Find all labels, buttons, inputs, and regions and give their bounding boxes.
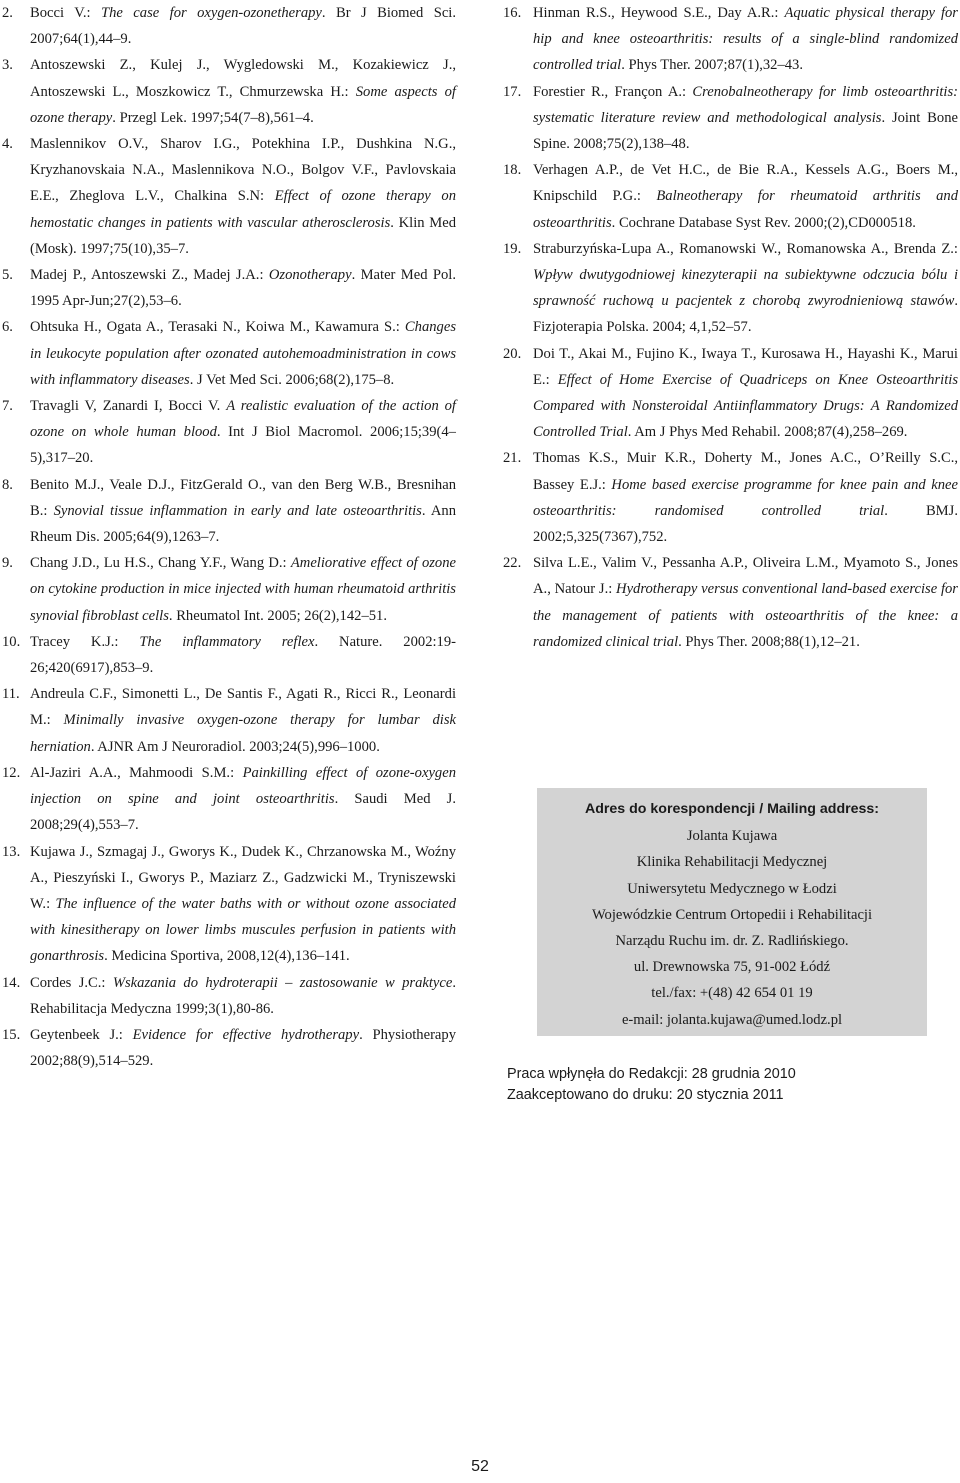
reference-item bbox=[503, 0, 958, 79]
reference-authors: Al-Jaziri A.A., Mahmoodi S.M.: bbox=[30, 764, 243, 781]
reference-authors: Benito M.J., Veale D.J., FitzGerald O., van den Berg W.B., Bresnihan B.: bbox=[30, 476, 456, 519]
reference-authors: Geytenbeek J.: bbox=[30, 1026, 133, 1043]
reference-item bbox=[503, 79, 958, 158]
reference-text bbox=[533, 341, 958, 446]
reference-title: Ameliorative effect of ozone on cytokine production in mice injected with human rheumatoid arthritis synovial fibroblast cells bbox=[30, 555, 456, 624]
reference-authors: Antoszewski Z., Kulej J., Wygledowski M., Kozakiewicz J., Antoszewski L., Moszkowicz T., Chmurzewska H.: bbox=[30, 57, 456, 100]
reference-source: . Int J Biol Macromol. 2006;15;39(4–5),317–20. bbox=[30, 424, 456, 467]
reference-source: . Fizjoterapia Polska. 2004; 4,1,52–57. bbox=[533, 293, 958, 336]
reference-authors: Tracey K.J.: bbox=[30, 633, 140, 650]
reference-source: . Physiotherapy 2002;88(9),514–529. bbox=[30, 1026, 457, 1070]
reference-title: Wskazania do hydroterapii – zastosowanie w praktyce bbox=[112, 974, 453, 991]
reference-item bbox=[2, 760, 456, 839]
reference-number: 4. bbox=[2, 136, 13, 153]
submission-dates bbox=[507, 1064, 947, 1106]
reference-source: . Ann Rheum Dis. 2005;64(9),1263–7. bbox=[30, 502, 456, 546]
reference-number: 15. bbox=[2, 1026, 21, 1043]
reference-source: . Am J Phys Med Rehabil. 2008;87(4),258–269. bbox=[627, 424, 908, 441]
reference-number: 17. bbox=[503, 83, 522, 100]
received-date: Praca wpłynęła do Redakcji: 28 grudnia 2010 bbox=[507, 1066, 796, 1082]
reference-authors: Straburzyńska-Lupa A., Romanowski W., Romanowska A., Brenda Z.: bbox=[533, 240, 958, 257]
reference-authors: Andreula C.F., Simonetti L., De Santis F., Agati R., Ricci R., Leonardi M.: bbox=[30, 686, 456, 729]
reference-authors: Hinman R.S., Heywood S.E., Day A.R.: bbox=[533, 5, 785, 21]
reference-authors: Thomas K.S., Muir K.R., Doherty M., Jones A.C., O’Reilly S.C., Bassey E.J.: bbox=[533, 450, 958, 493]
reference-number: 5. bbox=[2, 267, 13, 284]
reference-text bbox=[533, 236, 958, 341]
reference-text bbox=[533, 157, 958, 236]
reference-source: . Przegl Lek. 1997;54(7–8),561–4. bbox=[112, 109, 314, 126]
address-email: e-mail: jolanta.kujawa@umed.lodz.pl bbox=[621, 1011, 843, 1028]
reference-text bbox=[30, 52, 456, 131]
reference-source: . Cochrane Database Syst Rev. 2000;(2),CD000518. bbox=[611, 214, 916, 231]
reference-title: Synovial tissue inflammation in early and late osteoarthritis bbox=[53, 502, 422, 519]
reference-number: 13. bbox=[2, 843, 21, 860]
reference-number: 11. bbox=[2, 686, 20, 703]
reference-source: . Phys Ther. 2007;87(1),32–43. bbox=[621, 57, 803, 74]
reference-number: 10. bbox=[2, 633, 21, 650]
address-line: Jolanta Kujawa bbox=[686, 828, 778, 845]
reference-source: . AJNR Am J Neuroradiol. 2003;24(5),996–1000. bbox=[90, 738, 380, 755]
reference-item bbox=[503, 236, 958, 341]
address-line: Narządu Ruchu im. dr. Z. Radlińskiego. bbox=[615, 933, 849, 950]
reference-source: . J Vet Med Sci. 2006;68(2),175–8. bbox=[189, 371, 395, 388]
reference-number: 21. bbox=[503, 450, 522, 467]
reference-source: . Rehabilitacja Medyczna 1999;3(1),80-86. bbox=[30, 974, 456, 1017]
reference-text bbox=[30, 839, 456, 970]
reference-item bbox=[2, 52, 456, 131]
reference-title: The influence of the water baths with or without ozone associated with kinesitherapy on lower limbs muscules perfusion in patients with gonarthrosis bbox=[30, 895, 456, 965]
reference-title: Crenobalneotherapy for limb osteoarthritis: systematic literature review and methodological analysis bbox=[533, 83, 958, 126]
reference-text bbox=[533, 0, 958, 79]
reference-item bbox=[2, 629, 456, 681]
address-line: Uniwersytetu Medycznego w Łodzi bbox=[627, 880, 837, 897]
reference-authors: Kujawa J., Szmagaj J., Gworys K., Dudek K., Chrzanowska M., Woźny A., Pieszyński I., Gworys P., Maziarz Z., Gadzwicki M., Tryniszewski W.: bbox=[30, 843, 456, 912]
references-left-column bbox=[2, 0, 456, 1074]
accepted-date: Zaakceptowano do druku: 20 stycznia 2011 bbox=[507, 1087, 784, 1103]
references-right-column bbox=[503, 0, 958, 655]
reference-title: Wpływ dwutygodniowej kinezyterapii na subiektywne odczucia bólu i sprawność ruchową u pacjentek z chorobą zwyrodnieniową stawów bbox=[533, 267, 958, 310]
reference-text bbox=[30, 550, 456, 629]
reference-authors: Verhagen A.P., de Vet H.C., de Bie R.A., Kessels A.G., Boers M., Knipschild P.G.: bbox=[533, 162, 958, 205]
reference-authors: Travagli V, Zanardi I, Bocci V. bbox=[30, 398, 227, 415]
reference-authors: Doi T., Akai M., Fujino K., Iwaya T., Kurosawa H., Hayashi K., Marui E.: bbox=[533, 345, 958, 388]
reference-item bbox=[2, 550, 456, 629]
address-line: Klinika Rehabilitacji Medycznej bbox=[636, 854, 828, 871]
reference-title: Hydrotherapy versus conventional land-based exercise for the management of patients with osteoarthritis of the knee: a randomized clinical trial bbox=[533, 581, 958, 650]
mailing-address-title: Adres do korespondencji / Mailing address: bbox=[584, 801, 880, 817]
reference-item bbox=[2, 970, 456, 1022]
reference-title: The case for oxygen-ozonetherapy bbox=[100, 5, 322, 21]
reference-number: 2. bbox=[2, 5, 13, 21]
reference-item bbox=[2, 262, 456, 314]
reference-title: Evidence for effective hydrotherapy bbox=[132, 1026, 360, 1043]
reference-text bbox=[30, 0, 456, 52]
reference-text bbox=[30, 681, 456, 760]
reference-text bbox=[30, 970, 456, 1022]
reference-number: 14. bbox=[2, 974, 21, 991]
reference-item bbox=[2, 839, 456, 970]
reference-title: Balneotherapy for rheumatoid arthritis and osteoarthritis bbox=[533, 188, 959, 231]
reference-authors: Madej P., Antoszewski Z., Madej J.A.: bbox=[30, 267, 269, 284]
reference-title: A realistic evaluation of the action of ozone on whole human blood bbox=[30, 398, 456, 441]
reference-text bbox=[533, 79, 958, 158]
address-line: tel./fax: +(48) 42 654 01 19 bbox=[651, 985, 813, 1002]
reference-number: 19. bbox=[503, 240, 522, 257]
reference-number: 8. bbox=[2, 476, 13, 493]
reference-title: The inflammatory reflex bbox=[139, 633, 315, 650]
reference-number: 9. bbox=[2, 555, 13, 572]
reference-title: Changes in leukocyte population after ozonated autohemoadministration in cows with inflammatory diseases bbox=[30, 319, 456, 388]
mailing-address-box bbox=[537, 788, 927, 1036]
reference-item bbox=[2, 131, 456, 262]
reference-authors: Silva L.E., Valim V., Pessanha A.P., Oliveira L.M., Myamoto S., Jones A., Natour J.: bbox=[533, 555, 958, 598]
reference-source: . Br J Biomed Sci. 2007;64(1),44–9. bbox=[30, 5, 457, 48]
reference-authors: Forestier R., Françon A.: bbox=[533, 83, 693, 100]
reference-authors: Bocci V.: bbox=[30, 5, 101, 21]
reference-source: . Mater Med Pol. 1995 Apr-Jun;27(2),53–6. bbox=[30, 267, 456, 310]
reference-source: . Medicina Sportiva, 2008,12(4),136–141. bbox=[104, 948, 350, 965]
address-line: Wojewódzkie Centrum Ortopedii i Rehabilitacji bbox=[591, 906, 873, 923]
reference-text bbox=[30, 314, 456, 393]
reference-authors: Chang J.D., Lu H.S., Chang Y.F., Wang D.: bbox=[30, 555, 291, 572]
reference-source: . Klin Med (Mosk). 1997;75(10),35–7. bbox=[30, 214, 456, 257]
reference-source: . Joint Bone Spine. 2008;75(2),138–48. bbox=[533, 109, 958, 153]
reference-item bbox=[2, 314, 456, 393]
reference-text bbox=[533, 550, 958, 655]
reference-source: . BMJ. 2002;5,325(7367),752. bbox=[533, 502, 958, 546]
reference-number: 22. bbox=[503, 555, 522, 572]
reference-item bbox=[2, 681, 456, 760]
reference-source: . Phys Ther. 2008;88(1),12–21. bbox=[678, 633, 860, 650]
reference-source: . Rheumatol Int. 2005; 26(2),142–51. bbox=[168, 607, 387, 624]
reference-authors: Cordes J.C.: bbox=[30, 974, 113, 991]
page-number: 52 bbox=[471, 1458, 489, 1475]
reference-authors: Ohtsuka H., Ogata A., Terasaki N., Koiwa M., Kawamura S.: bbox=[30, 319, 405, 336]
reference-item bbox=[2, 393, 456, 472]
reference-title: Ozonotherapy bbox=[268, 267, 352, 284]
reference-source: . Nature. 2002:19-26;420(6917),853–9. bbox=[30, 633, 457, 677]
reference-title: Some aspects of ozone therapy bbox=[30, 83, 456, 126]
reference-title: Home based exercise programme for knee pain and knee osteoarthritis: randomised controlled trial bbox=[533, 476, 958, 519]
reference-number: 16. bbox=[503, 5, 522, 21]
reference-text bbox=[30, 472, 456, 551]
reference-text bbox=[30, 1022, 456, 1074]
reference-text bbox=[533, 445, 958, 550]
reference-authors: Maslennikov O.V., Sharov I.G., Potekhina I.P., Dushkina N.G., Kryzhanovskaia N.A., Maslennikova N.O., Bolgov V.F., Pavlovskaia E.E., Zheglova L.V., Chalkina S.N: bbox=[30, 136, 456, 205]
reference-number: 6. bbox=[2, 319, 13, 336]
reference-item bbox=[503, 341, 958, 446]
reference-text bbox=[30, 760, 456, 839]
reference-text bbox=[30, 629, 456, 681]
reference-number: 3. bbox=[2, 57, 13, 74]
reference-number: 7. bbox=[2, 398, 13, 415]
reference-title: Painkilling effect of ozone-oxygen injection on spine and joint osteoarthritis bbox=[30, 764, 456, 808]
reference-item bbox=[503, 157, 958, 236]
reference-number: 18. bbox=[503, 162, 522, 179]
reference-item bbox=[503, 550, 958, 655]
reference-item bbox=[2, 1022, 456, 1074]
address-line: ul. Drewnowska 75, 91-002 Łódź bbox=[633, 959, 831, 976]
reference-text bbox=[30, 131, 456, 262]
reference-title: Effect of Home Exercise of Quadriceps on Knee Osteoarthritis Compared with Nonsteroidal Antiinflammatory Drugs: A Randomized Controlled Trial bbox=[533, 371, 958, 441]
reference-item bbox=[2, 472, 456, 551]
reference-title: Aquatic physical therapy for hip and knee osteoarthritis: results of a single-blind randomized controlled trial bbox=[533, 5, 958, 74]
reference-item bbox=[503, 445, 958, 550]
reference-source: . Saudi Med J. 2008;29(4),553–7. bbox=[30, 791, 456, 834]
reference-text bbox=[30, 262, 456, 314]
reference-title: Effect of ozone therapy on hemostatic changes in patients with vascular atherosclerosis bbox=[30, 188, 456, 231]
reference-title: Minimally invasive oxygen-ozone therapy for lumbar disk herniation bbox=[30, 712, 457, 755]
reference-number: 20. bbox=[503, 345, 522, 362]
reference-text bbox=[30, 393, 456, 472]
reference-number: 12. bbox=[2, 764, 21, 781]
reference-item bbox=[2, 0, 456, 52]
